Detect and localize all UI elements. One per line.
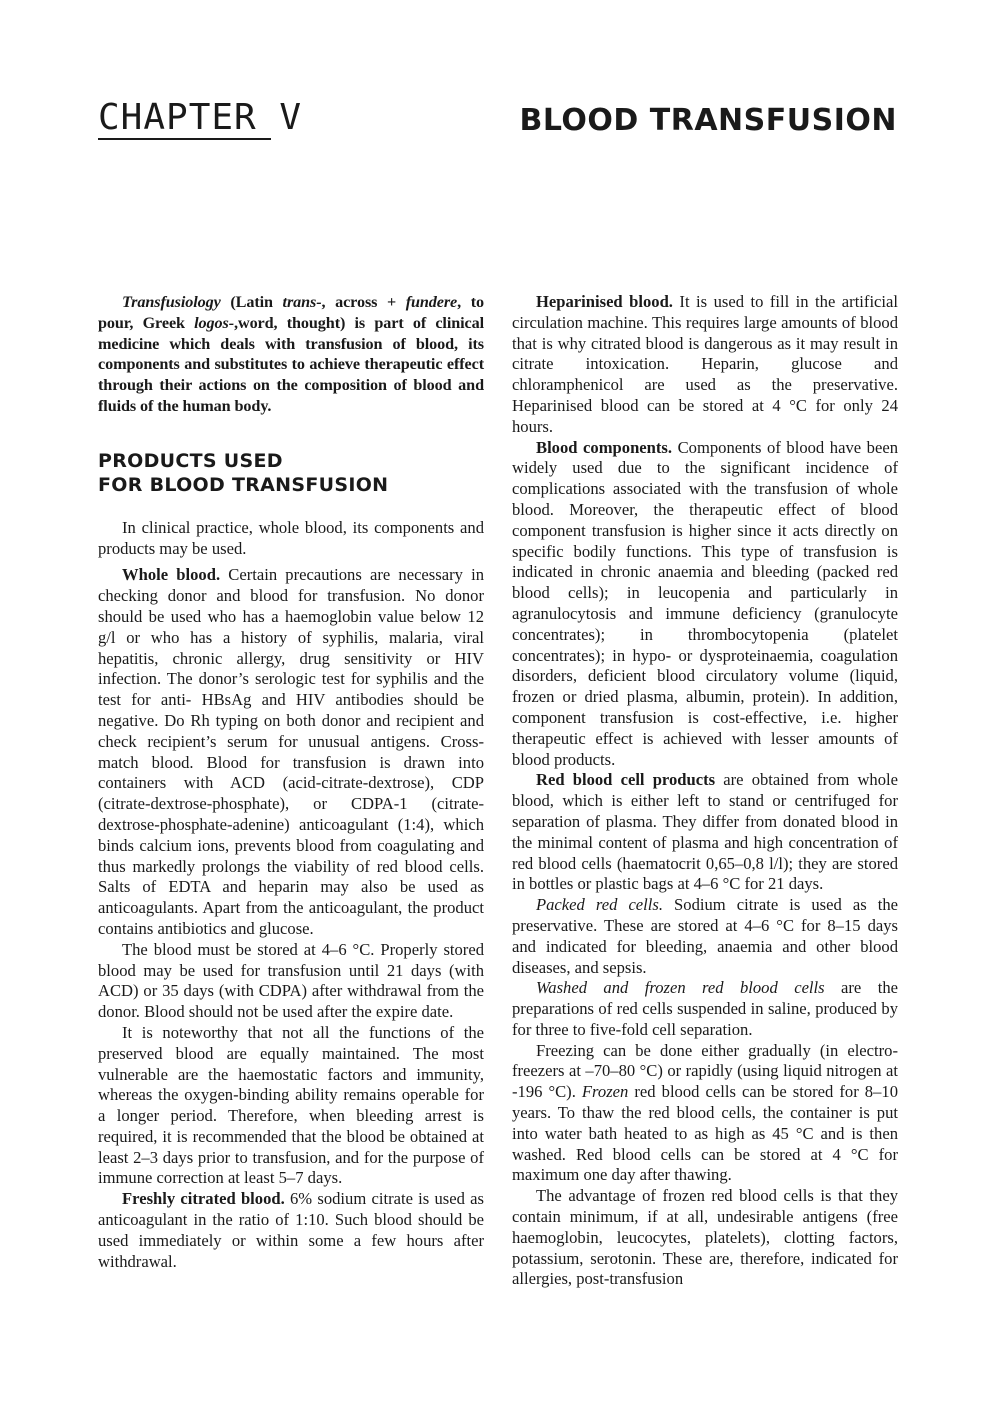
chapter-label: CHAPTER V	[98, 97, 303, 138]
left-column	[98, 292, 484, 1272]
section-heading: PRODUCTS USED FOR BLOOD TRANSFUSION	[98, 449, 389, 496]
paragraph-blood-components: Blood components. Components of blood have been widely used due to the significant incidence of complications associated with the transfusion of whole blood. Moreover, the therapeutic effect of blood component transfusion is higher since it acts directly on specific bodily functions. This type of transfusion is indicated in chronic anaemia and bleeding (packed red blood cells); in leucopenia and particularly in agranulocytosis and immune deficiency (granulocyte concentrates); in thrombocytopenia (platelet concentrates); in hypo- or dysproteinaemia, coagulation disorders, deficient blood circulatory volume (liquid, frozen or dried plasma, albumin, protein). In addition, component transfusion is cost-effective, i.e. higher therapeutic effect is achieved with lesser amounts of blood products.	[512, 437, 898, 769]
paragraph: The blood must be stored at 4–6 °C. Properly stored blood may be used for transfusion until 21 days (with ACD) or 35 days (with CDPA) after withdrawal from the donor. Blood should not be used after the expire date.	[98, 939, 484, 1022]
paragraph-heparinised: Heparinised blood. It is used to fill in the artificial circulation machine. This requires large amounts of blood that is why citrated blood is dangerous as it may result in citrate intoxication. Heparin, glucose and chloramphenicol are used as the preservative. Heparinised blood can be stored at 4 °C for only 24 hours.	[512, 292, 898, 436]
chapter-underline	[98, 138, 271, 140]
paragraph: In clinical practice, whole blood, its components and products may be used.	[98, 517, 484, 558]
paragraph-washed-frozen: Washed and frozen red blood cells are the preparations of red cells suspended in saline, produced by for three to five-fold cell separation.	[512, 978, 898, 1039]
right-column	[512, 292, 898, 1290]
chapter-title: BLOOD TRANSFUSION	[519, 103, 897, 138]
intro-paragraph: Transfusiology (Latin trans-, across + fundere, to pour, Greek logos-,word, thought) is part of clinical medicine which deals with transfusion of blood, its components and substitutes to achieve therapeutic effect through their actions on the composition of blood and fluids of the human body.	[98, 293, 485, 415]
intro-term: Transfusiology	[122, 293, 221, 311]
paragraph-whole-blood: Whole blood. Certain precautions are necessary in checking donor and blood for transfusion. No donor should be used who has a haemoglobin value below 12 g/l or who has a history of syphilis, malaria, viral hepatitis, chronic allergy, drug sensitivity or HIV infection. The donor’s serologic test for syphilis and the test for anti- HBsAg and HIV antibodies should be negative. Do Rh typing on both donor and recipient and check recipient’s serum for unusual antigens. Cross-match blood. Blood for transfusion is drawn into containers with ACD (acid-citrate-dextrose), CDP (citrate-dextrose-phosphate), or CDPA-1 (citrate-dextrose-phosphate-adenine) anticoagulant (1:4), which binds calcium ions, prevents blood from coagulating and thus markedly prolongs the viability of red blood cells. Salts of EDTA and heparin may also be used as anticoagulants. Apart from the anticoagulant, the product contains antibiotics and glucose.	[98, 565, 484, 938]
paragraph-advantage: The advantage of frozen red blood cells is that they contain minimum, if at all, undesirable antigens (free haemoglobin, leucocytes, platelets), clotting factors, potassium, serotonin. These are, therefore, indicated for allergies, post-transfusion	[512, 1186, 898, 1289]
paragraph-red-cell-products: Red blood cell products are obtained from whole blood, which is either left to stand or centrifuged for separation of plasma. They differ from donated blood in the minimal content of plasma and high concentration of red blood cells (haematocrit 0,65–0,8 l/l); they are stored in bottles or plastic bags at 4–6 °C for 21 days.	[512, 770, 899, 894]
paragraph: It is noteworthy that not all the functions of the preserved blood are equally maintained. The most vulnerable are the haemostatic factors and immunity, whereas the oxygen-binding ability remains operable for a longer period. Therefore, when bleeding arrest is required, it is recommended that the blood be obtained at least 2–3 days prior to transfusion, and for the purpose of immune correction at least 5–7 days.	[98, 1022, 484, 1188]
paragraph-packed-red-cells: Packed red cells. Sodium citrate is used as the preservative. These are stored at 4–6 °C for 8–15 days and indicated for bleeding, anaemia and other blood diseases, and sepsis.	[512, 895, 898, 977]
paragraph-freezing: Freezing can be done either gradually (in electro-freezers at –70–80 °C) or rapidly (using liquid nitrogen at -196 °C). Frozen red blood cells can be stored for 8–10 years. To thaw the red blood cells, the container is put into water bath heated to as high as 45 °C and is then washed. Red blood cells can be stored at 4 °C for maximum one day after thawing.	[512, 1040, 898, 1185]
paragraph-freshly-citrated: Freshly citrated blood. 6% sodium citrate is used as anticoagulant in the ratio of 1:10. Such blood should be used immediately or within some a few hours after withdrawal.	[98, 1189, 484, 1271]
